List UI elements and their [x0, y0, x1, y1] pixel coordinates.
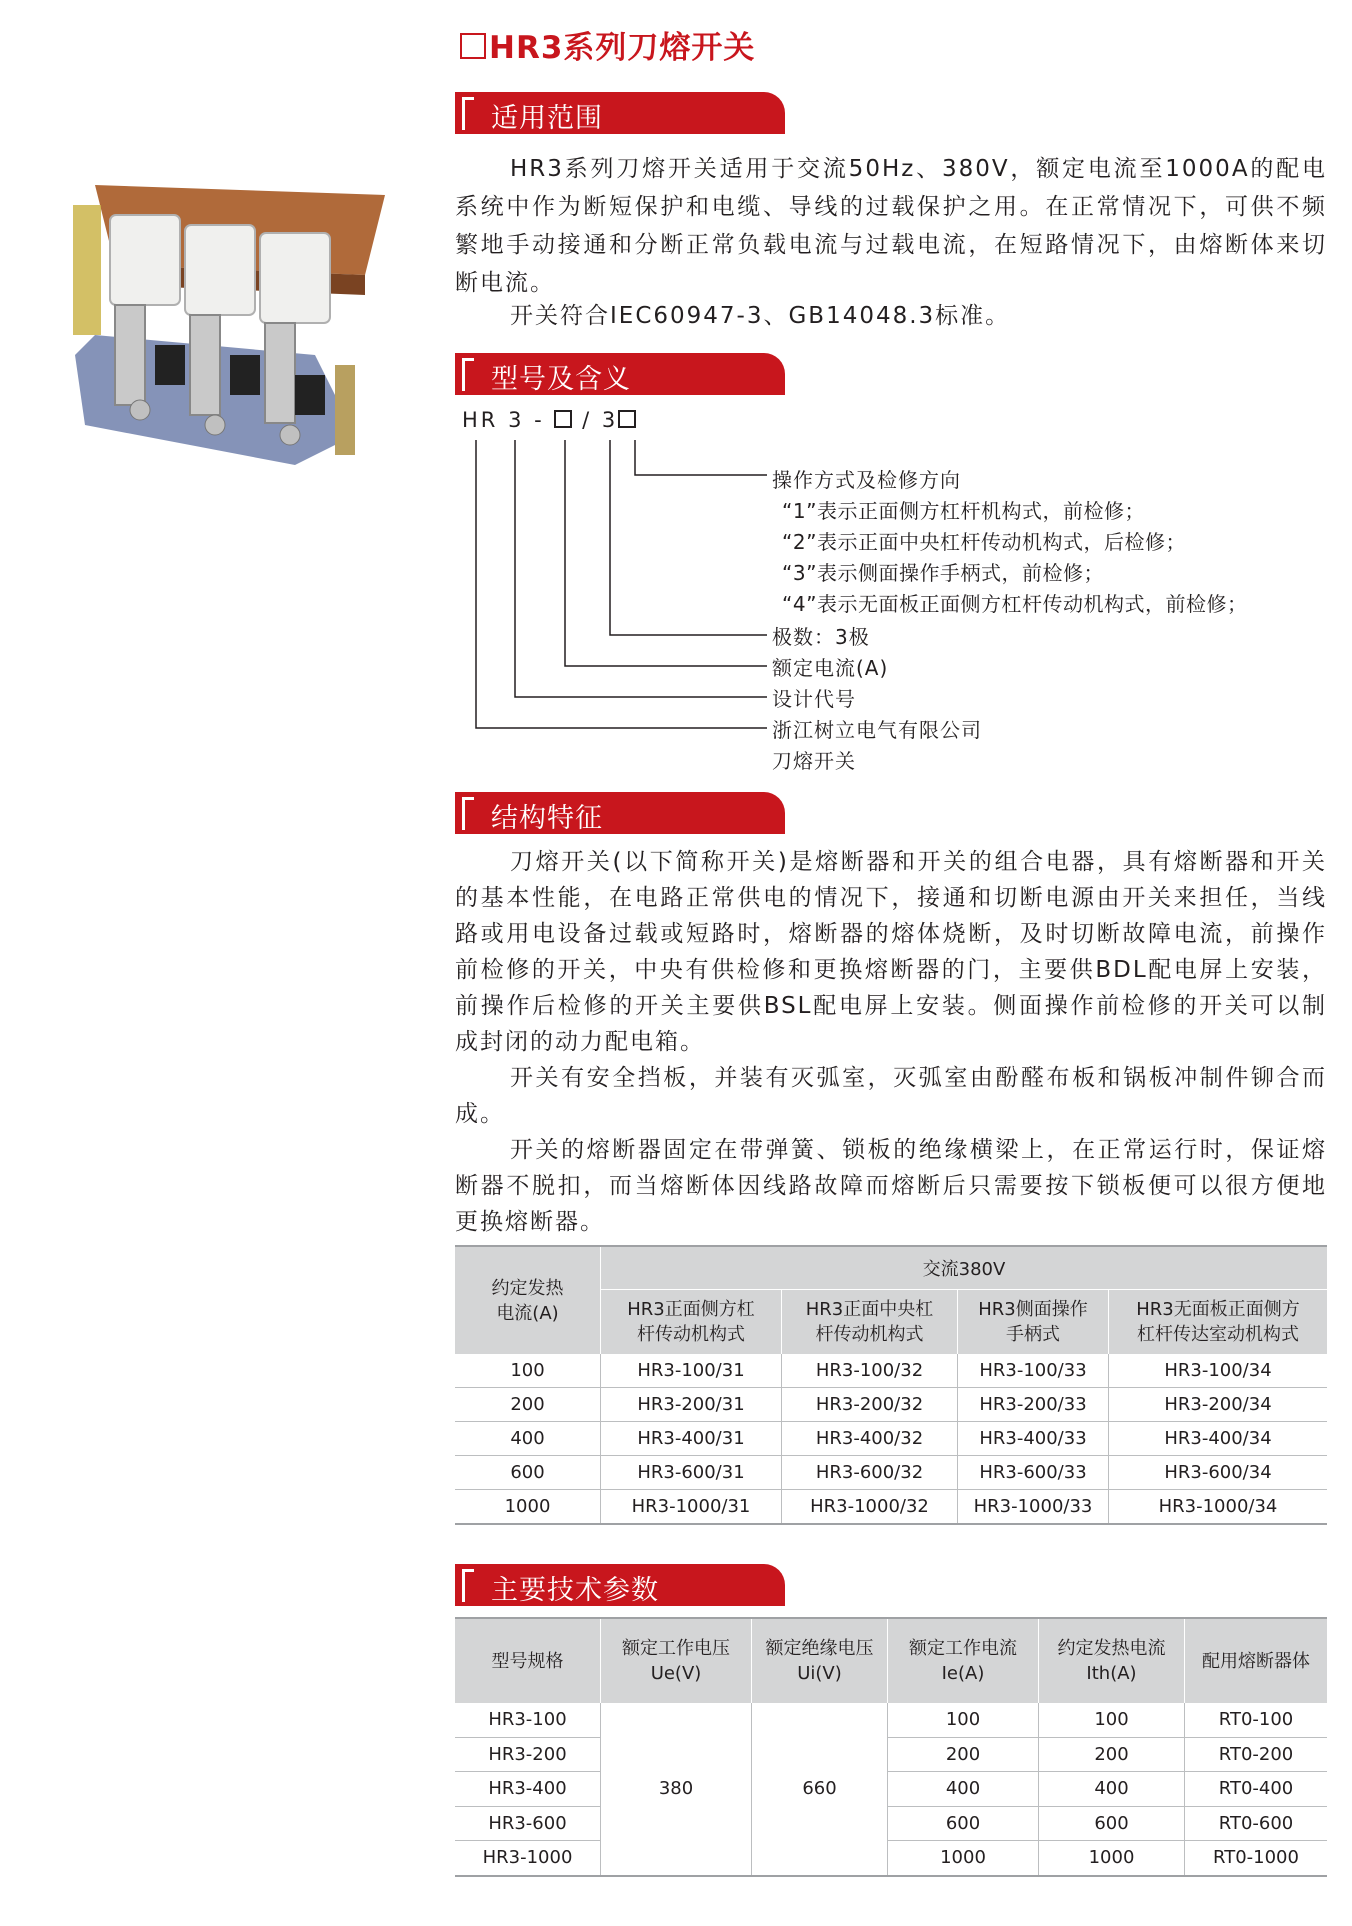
table2-header-l1: 约定发热电流: [1057, 1638, 1166, 1659]
table2-cell: HR3-100: [455, 1703, 601, 1737]
table2-cell: 600: [888, 1806, 1039, 1841]
table1-cell: HR3-1000/33: [958, 1490, 1109, 1525]
label-current: 额定电流(A): [772, 656, 889, 680]
scope-paragraph: [455, 150, 1327, 330]
checkbox-square-icon: [460, 33, 486, 59]
model-code-3b: 3: [601, 408, 619, 432]
section-banner-params: [455, 1564, 785, 1606]
table1-col-4-l1: HR3无面板正面侧方: [1136, 1299, 1300, 1320]
table1-cell: HR3-400/31: [601, 1422, 782, 1456]
section-banner-scope: [455, 92, 785, 134]
structure-paragraph: [455, 844, 1327, 1240]
table1-cell: HR3-200/32: [782, 1388, 958, 1422]
table1-cell: 600: [455, 1456, 601, 1490]
table1-cell: 400: [455, 1422, 601, 1456]
table1-col-4: [1109, 1290, 1328, 1355]
table-row: [455, 1841, 1327, 1876]
table2-header: [455, 1618, 601, 1703]
table1-cell: HR3-600/31: [601, 1456, 782, 1490]
table1-cell: HR3-200/33: [958, 1388, 1109, 1422]
parameter-table: [455, 1617, 1327, 1877]
table2-header: [888, 1618, 1039, 1703]
table-row: [455, 1490, 1327, 1525]
table1-cell: HR3-200/34: [1109, 1388, 1328, 1422]
model-code: [462, 408, 636, 432]
table1-col-2-l2: 杆传动机构式: [815, 1324, 924, 1345]
table1-col-2: [782, 1290, 958, 1355]
table-row: [455, 1354, 1327, 1388]
table2-cell: HR3-600: [455, 1806, 601, 1841]
table2-cell: HR3-1000: [455, 1841, 601, 1876]
table1-cell: HR3-1000/31: [601, 1490, 782, 1525]
table2-header: [1039, 1618, 1185, 1703]
table2-header: [752, 1618, 888, 1703]
table2-header-l1: 额定工作电流: [909, 1638, 1017, 1659]
table1-cell: HR3-100/32: [782, 1354, 958, 1388]
page-title: [460, 22, 755, 67]
table2-cell: 200: [1039, 1737, 1185, 1772]
product-image: [55, 165, 390, 485]
table2-header-l1: 额定工作电压: [622, 1638, 730, 1659]
table1-cell: HR3-100/33: [958, 1354, 1109, 1388]
section-title-scope: 适用范围: [491, 103, 603, 134]
label-company: 浙江树立电气有限公司: [772, 718, 982, 742]
table-row: [455, 1456, 1327, 1490]
table1-cell: HR3-400/33: [958, 1422, 1109, 1456]
model-code-hr: HR: [462, 408, 499, 432]
model-code-slash: /: [582, 408, 593, 432]
option-2: “2”表示正面中央杠杆传动机构式，后检修；: [782, 530, 1186, 554]
table1-cell: 100: [455, 1354, 601, 1388]
table2-cell: 400: [1039, 1772, 1185, 1807]
label-operation: 操作方式及检修方向: [772, 468, 961, 492]
scope-text-2: 开关符合IEC60947-3、GB14048.3标准。: [510, 303, 1011, 329]
table1-col-4-l2: 杠杆传达室动机构式: [1137, 1324, 1299, 1345]
table-row: [455, 1737, 1327, 1772]
table2-cell: RT0-1000: [1185, 1841, 1328, 1876]
table1-corner-header: [455, 1246, 601, 1354]
corner-bracket-icon: [462, 797, 474, 830]
table1-col-3-l2: 手柄式: [1006, 1324, 1060, 1345]
table1-cell: HR3-100/31: [601, 1354, 782, 1388]
table1-group-header: 交流380V: [601, 1246, 1328, 1290]
table2-ue-value: 380: [601, 1703, 752, 1876]
structure-text-1: 刀熔开关(以下简称开关)是熔断器和开关的组合电器，具有熔断器和开关的基本性能，在电路正常供电的情况下，接通和切断电源由开关来担任，当线路或用电设备过载或短路时，熔断器的熔体烧断，及时切断故障电流，前操作前检修的开关，中央有供检修和更换熔断器的门，主要供BDL配电屏上安装，前操作后检修的开关主要供BSL配电屏上安装。侧面操作前检修的开关可以制成封闭的动力配电箱。: [455, 849, 1327, 1055]
option-1: “1”表示正面侧方杠杆机构式，前检修；: [782, 499, 1145, 523]
table2-cell: 1000: [888, 1841, 1039, 1876]
table2-cell: 200: [888, 1737, 1039, 1772]
option-4: “4”表示无面板正面侧方杠杆传动机构式，前检修；: [782, 592, 1248, 616]
table2-cell: RT0-600: [1185, 1806, 1328, 1841]
corner-bracket-icon: [462, 1569, 474, 1602]
blank-box-icon: [554, 410, 572, 428]
table2-header-l1: 配用熔断器体: [1202, 1650, 1310, 1672]
label-poles: 极数：3极: [772, 625, 870, 649]
table2-header-l1: 型号规格: [491, 1650, 564, 1672]
table2-header: [601, 1618, 752, 1703]
table1-cell: 200: [455, 1388, 601, 1422]
section-title-params: 主要技术参数: [491, 1575, 659, 1606]
table1-col-1-l1: HR3正面侧方杠: [627, 1299, 755, 1320]
table1-cell: HR3-600/34: [1109, 1456, 1328, 1490]
table2-header-l1: 额定绝缘电压: [765, 1638, 874, 1659]
table2-cell: RT0-400: [1185, 1772, 1328, 1807]
section-title-model: 型号及含义: [491, 364, 631, 395]
table2-header-l2: Ith(A): [1086, 1663, 1137, 1684]
table2-ui-value: 660: [752, 1703, 888, 1876]
structure-text-3: 开关的熔断器固定在带弹簧、锁板的绝缘横梁上，在正常运行时，保证熔断器不脱扣，而当熔断体因线路故障而熔断后只需要按下锁板便可以很方便地更换熔断器。: [455, 1137, 1327, 1235]
table2-cell: RT0-200: [1185, 1737, 1328, 1772]
table2-cell: 600: [1039, 1806, 1185, 1841]
table1-cell: HR3-600/33: [958, 1456, 1109, 1490]
table1-col-3: [958, 1290, 1109, 1355]
table-row: [455, 1772, 1327, 1807]
table1-cell: HR3-400/32: [782, 1422, 958, 1456]
table1-cell: 1000: [455, 1490, 601, 1525]
table1-cell: HR3-100/34: [1109, 1354, 1328, 1388]
table2-header-l2: Ie(A): [941, 1663, 985, 1684]
label-product: 刀熔开关: [772, 749, 856, 773]
table2-header: [1185, 1618, 1328, 1703]
table1-cell: HR3-1000/32: [782, 1490, 958, 1525]
table2-cell: 1000: [1039, 1841, 1185, 1876]
table-row: [455, 1422, 1327, 1456]
scope-text-1: HR3系列刀熔开关适用于交流50Hz、380V，额定电流至1000A的配电系统中作为断短保护和电缆、导线的过载保护之用。在正常情况下，可供不频繁地手动接通和分断正常负载电流与过载电流，在短路情况下，由熔断体来切断电流。: [455, 156, 1327, 296]
title-text: HR3系列刀熔开关: [489, 30, 756, 66]
table1-col-2-l1: HR3正面中央杠: [805, 1299, 934, 1320]
table2-cell: RT0-100: [1185, 1703, 1328, 1737]
table-row: [455, 1806, 1327, 1841]
blank-box-icon: [618, 410, 636, 428]
table1-col-1: [601, 1290, 782, 1355]
table2-header-l2: Ue(V): [650, 1663, 702, 1684]
table2-cell: 100: [888, 1703, 1039, 1737]
table2-cell: HR3-200: [455, 1737, 601, 1772]
corner-bracket-icon: [462, 97, 474, 130]
table1-cell: HR3-600/32: [782, 1456, 958, 1490]
table2-cell: 400: [888, 1772, 1039, 1807]
table1-cell: HR3-400/34: [1109, 1422, 1328, 1456]
section-title-structure: 结构特征: [491, 803, 603, 834]
structure-text-2: 开关有安全挡板，并装有灭弧室，灭弧室由酚醛布板和锅板冲制件铆合而成。: [455, 1065, 1327, 1127]
model-code-3: 3: [508, 408, 525, 432]
table1-col-3-l1: HR3侧面操作: [978, 1299, 1088, 1320]
table1-corner-l2: 电流(A): [496, 1302, 559, 1324]
table1-cell: HR3-1000/34: [1109, 1490, 1328, 1525]
section-banner-model: [455, 353, 785, 395]
table2-cell: 100: [1039, 1703, 1185, 1737]
table2-cell: HR3-400: [455, 1772, 601, 1807]
table-row: [455, 1703, 1327, 1737]
model-lines: [470, 430, 770, 730]
model-table: [455, 1245, 1327, 1525]
table1-cell: HR3-200/31: [601, 1388, 782, 1422]
section-banner-structure: [455, 792, 785, 834]
table-row: [455, 1388, 1327, 1422]
model-code-dash: -: [534, 408, 545, 432]
table2-header-l2: Ui(V): [797, 1663, 842, 1684]
label-design: 设计代号: [772, 687, 856, 711]
table1-corner-l1: 约定发热: [491, 1277, 564, 1299]
option-3: “3”表示侧面操作手柄式，前检修；: [782, 561, 1104, 585]
corner-bracket-icon: [462, 358, 474, 391]
table1-col-1-l2: 杆传动机构式: [637, 1324, 745, 1345]
